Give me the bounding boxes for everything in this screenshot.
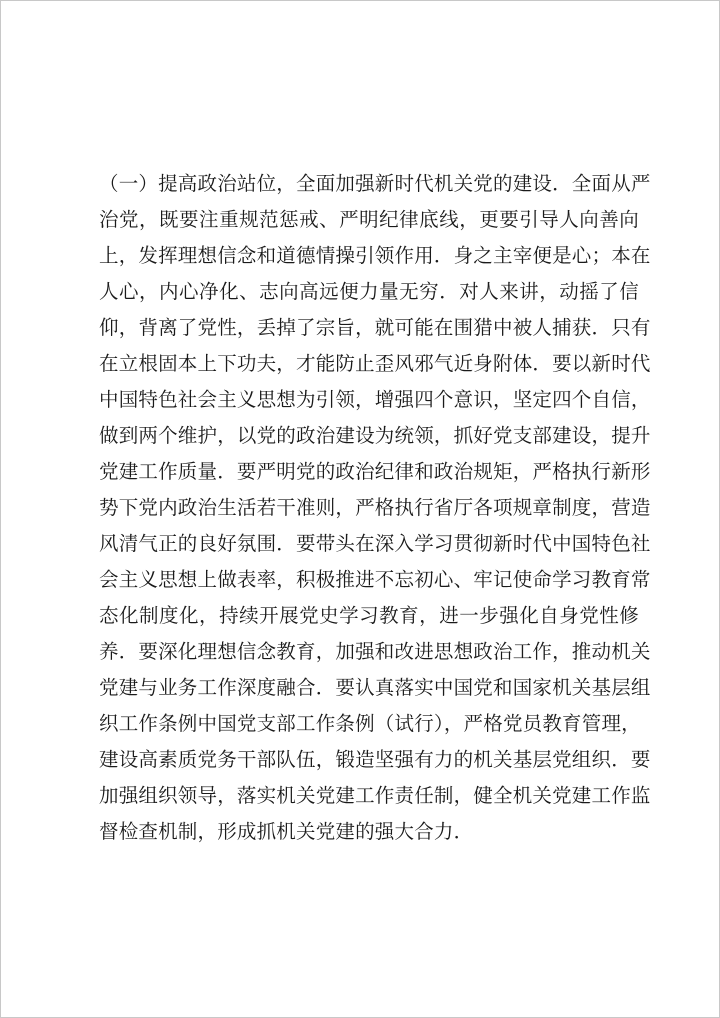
text-line: 在立根固本上下功夫，才能防止歪风邪气近身附体．要以新时代 — [99, 352, 651, 375]
text-line: 态化制度化，持续开展党史学习教育，进一步强化自身党性修 — [99, 604, 639, 627]
text-line: 势下党内政治生活若干准则，严格执行省厅各项规章制度，营造 — [99, 496, 651, 519]
body-paragraph — [99, 166, 651, 850]
text-line: 党建与业务工作深度融合．要认真落实中国党和国家机关基层组 — [99, 676, 651, 699]
text-line: 人心，内心净化、志向高远便力量无穷．对人来讲，动摇了信 — [99, 280, 639, 303]
text-line: 养．要深化理想信念教育，加强和改进思想政治工作，推动机关 — [99, 640, 651, 663]
text-line: 做到两个维护，以党的政治建设为统领，抓好党支部建设，提升 — [99, 424, 651, 447]
text-line: 仰，背离了党性，丢掉了宗旨，就可能在围猎中被人捕获．只有 — [99, 316, 651, 339]
text-line: 上，发挥理想信念和道德情操引领作用．身之主宰便是心；本在 — [99, 244, 651, 267]
text-line: 治党，既要注重规范惩戒、严明纪律底线，更要引导人向善向 — [99, 208, 639, 231]
text-line: 建设高素质党务干部队伍，锻造坚强有力的机关基层党组织．要 — [99, 748, 651, 771]
text-line: 会主义思想上做表率，积极推进不忘初心、牢记使命学习教育常 — [99, 568, 651, 591]
text-line: 织工作条例中国党支部工作条例（试行），严格党员教育管理， — [99, 712, 641, 735]
text-line: 加强组织领导，落实机关党建工作责任制，健全机关党建工作监 — [99, 784, 651, 807]
text-line: 党建工作质量．要严明党的政治纪律和政治规矩，严格执行新形 — [99, 460, 651, 483]
text-line: （一）提高政治站位，全面加强新时代机关党的建设．全面从严 — [99, 172, 651, 195]
text-line: 风清气正的良好氛围．要带头在深入学习贯彻新时代中国特色社 — [99, 532, 651, 555]
text-line-last: 督检查机制，形成抓机关党建的强大合力． — [99, 820, 474, 843]
text-line: 中国特色社会主义思想为引领，增强四个意识，坚定四个自信， — [99, 388, 651, 411]
